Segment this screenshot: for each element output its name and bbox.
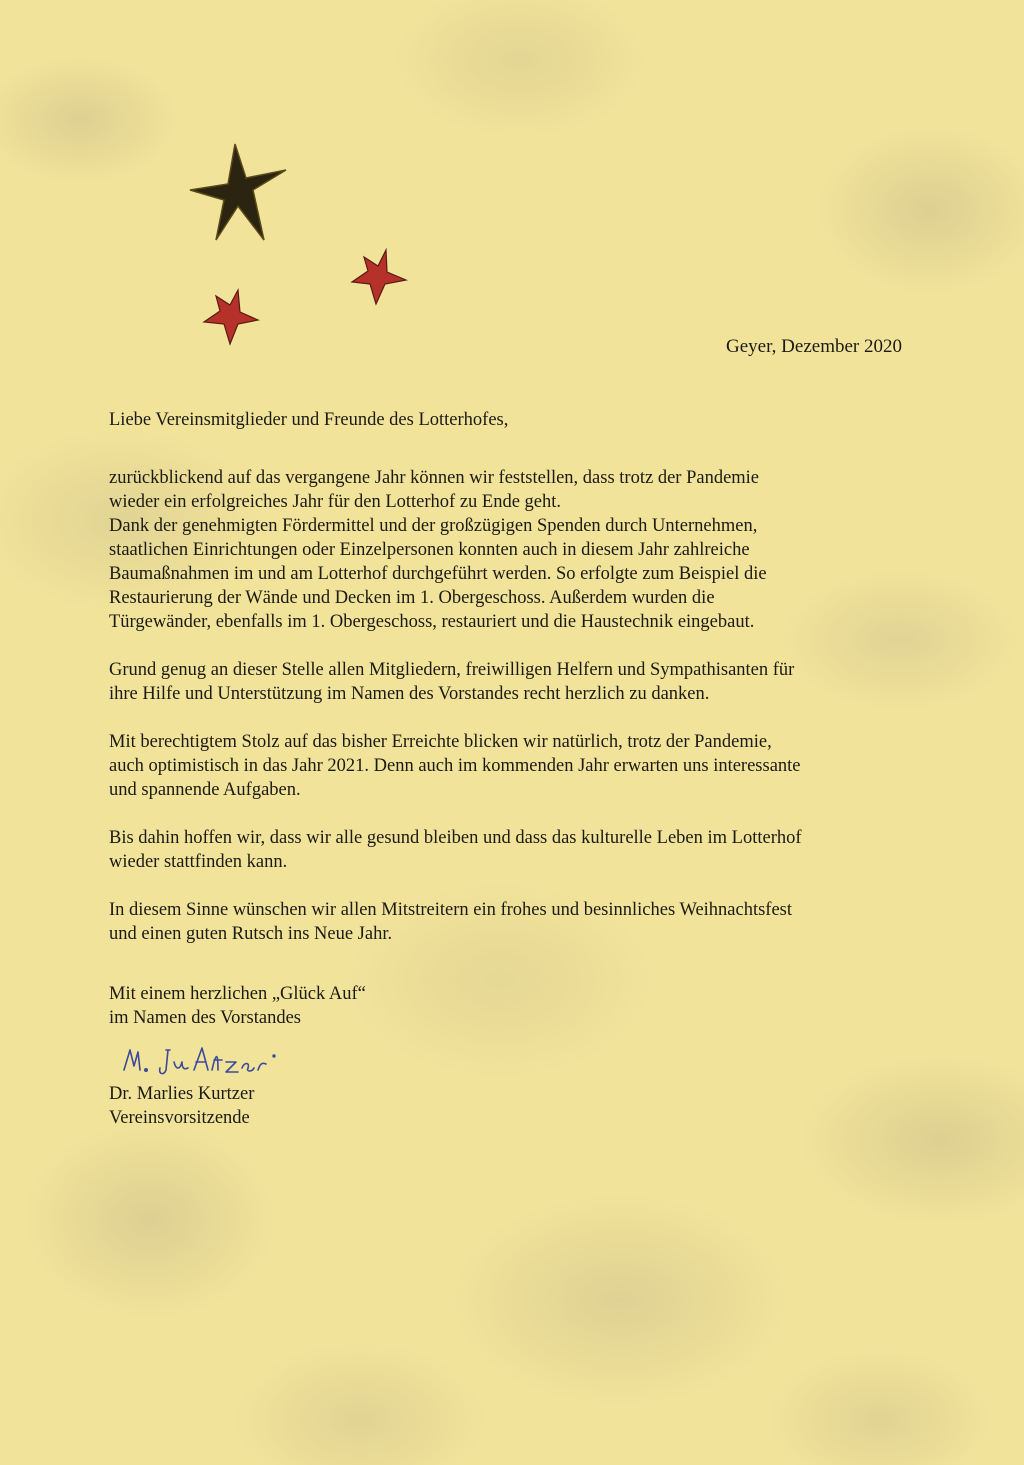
closing-line: Mit einem herzlichen „Glück Auf“ [109, 984, 366, 1004]
text-line: Grund genug an dieser Stelle allen Mitgliedern, freiwilligen Helfern und Sympathisanten für [109, 660, 795, 680]
text-line: Baumaßnahmen im und am Lotterhof durchgeführt werden. So erfolgte zum Beispiel die [109, 564, 767, 584]
paragraph [109, 658, 909, 706]
closing-line: im Namen des Vorstandes [109, 1008, 302, 1028]
text-line: staatlichen Einrichtungen oder Einzelpersonen konnten auch in diesem Jahr zahlreiche [109, 540, 750, 560]
gold-star-icon [190, 144, 286, 240]
text-line: auch optimistisch in das Jahr 2021. Denn auch im kommenden Jahr erwarten uns interessante [109, 756, 801, 776]
text-line: zurückblickend auf das vergangene Jahr können wir feststellen, dass trotz der Pandemie [109, 468, 760, 488]
paragraph [109, 826, 909, 874]
red-star-icon [204, 290, 258, 344]
signer-name: Dr. Marlies Kurtzer [109, 1084, 255, 1104]
text-line: Bis dahin hoffen wir, dass wir alle gesund bleiben und dass das kulturelle Leben im Lotterhof [109, 828, 802, 848]
text-line: Türgewänder, ebenfalls im 1. Obergeschoss, restauriert und die Haustechnik eingebaut. [109, 612, 755, 632]
signer-block [109, 1082, 254, 1130]
text-line: und einen guten Rutsch ins Neue Jahr. [109, 924, 393, 944]
place-date: Geyer, Dezember 2020 [726, 336, 902, 357]
text-line: ihre Hilfe und Unterstützung im Namen des Vorstandes recht herzlich zu danken. [109, 684, 710, 704]
paragraph [109, 466, 909, 634]
text-line: Mit berechtigtem Stolz auf das bisher Erreichte blicken wir natürlich, trotz der Pandemie, [109, 732, 772, 752]
text-line: wieder ein erfolgreiches Jahr für den Lotterhof zu Ende geht. [109, 492, 562, 512]
text-line: und spannende Aufgaben. [109, 780, 301, 800]
handwritten-signature [118, 1040, 278, 1084]
closing [109, 982, 909, 1030]
decorative-stars [180, 140, 420, 350]
letter-body [109, 408, 909, 1030]
salutation: Liebe Vereinsmitglieder und Freunde des Lotterhofes, [109, 410, 509, 430]
paragraph [109, 730, 909, 802]
text-line: wieder stattfinden kann. [109, 852, 288, 872]
text-line: In diesem Sinne wünschen wir allen Mitstreitern ein frohes und besinnliches Weihnachtsfest [109, 900, 793, 920]
red-star-icon [352, 250, 406, 304]
text-line: Restaurierung der Wände und Decken im 1. Obergeschoss. Außerdem wurden die [109, 588, 715, 608]
paragraph [109, 898, 909, 946]
text-line: Dank der genehmigten Fördermittel und der großzügigen Spenden durch Unternehmen, [109, 516, 758, 536]
signer-title: Vereinsvorsitzende [109, 1108, 250, 1128]
